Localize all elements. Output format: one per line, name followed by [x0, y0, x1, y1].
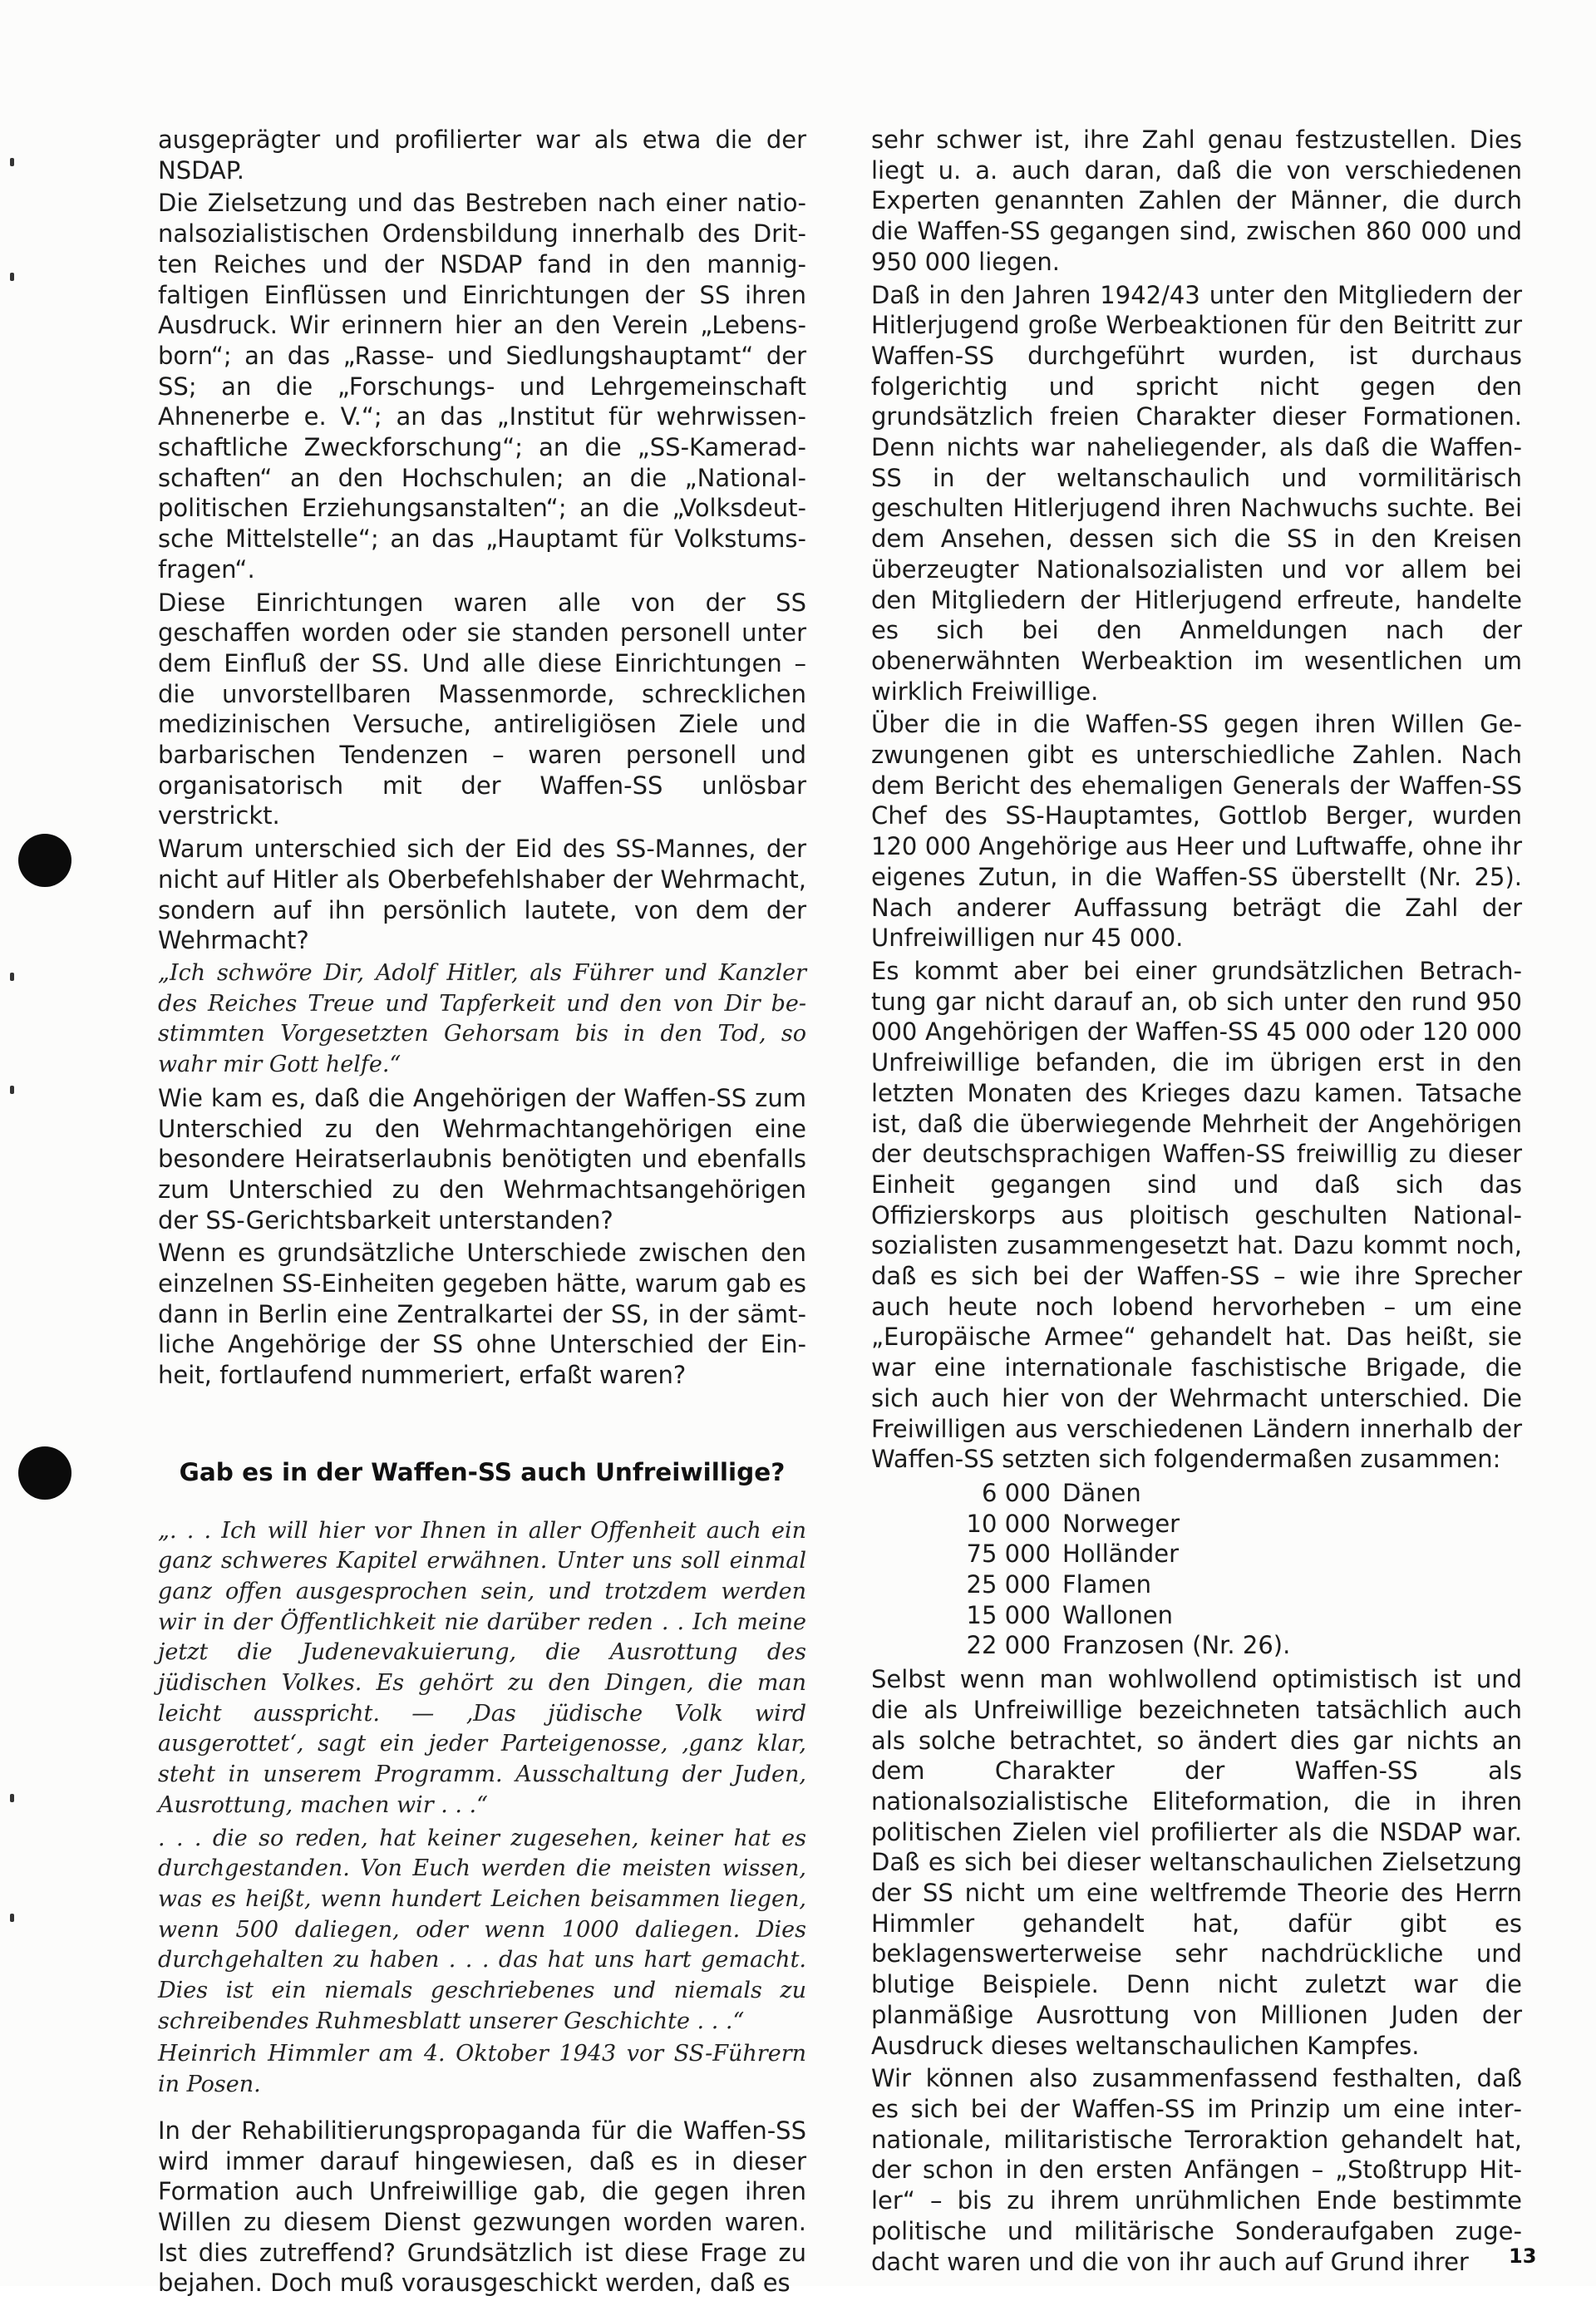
list-item [871, 1600, 1522, 1631]
list-item [871, 1569, 1522, 1600]
paragraph: Daß in den Jahren 1942/43 unter den Mitgliedern der Hitlerjugend große Werbeaktionen für den Beitritt zur Waffen-SS durchgeführt wurden, ist durchaus folgerichtig und spricht nicht gegen den grundsätzlich freien Charakter dieser Formationen. Denn nichts war naheliegender, als daß die Waffen-SS in der weltanschaulich und vormilitärisch geschulten Hitlerjugend ihren Nachwuchs suchte. Bei dem Ansehen, dessen sich die SS in den Kreisen überzeugter Nationalsozialisten und vor allem bei den Mitgliedern der Hitlerjugend erfreute, handelte es sich bei den Anmeldungen nach der obenerwähnten Werbeaktion im wesentlichen um wirklich Freiwillige. [871, 280, 1522, 706]
volunteer-list [871, 1478, 1522, 1661]
list-item [871, 1539, 1522, 1569]
margin-mark [10, 1914, 14, 1922]
volunteer-nationality: Holländer [1062, 1540, 1179, 1569]
volunteer-nationality: Norweger [1062, 1509, 1180, 1538]
volunteer-count: 75 000 [966, 1540, 1051, 1569]
volunteer-count: 10 000 [966, 1509, 1051, 1538]
paragraph: Warum unterschied sich der Eid des SS-Mannes, der nicht auf Hitler als Oberbefehlshaber der Wehrmacht, sondern auf ihn persönlich lautete, von dem der Wehrmacht? [158, 835, 806, 955]
margin-mark [10, 158, 14, 166]
volunteer-nationality: Dänen [1062, 1478, 1141, 1507]
list-item [871, 1509, 1522, 1540]
margin-mark [10, 273, 14, 281]
volunteer-count: 15 000 [966, 1600, 1051, 1629]
volunteer-count: 25 000 [966, 1570, 1051, 1599]
punch-hole-top [18, 834, 71, 887]
margin-mark [10, 1086, 14, 1094]
paragraph: ausgeprägter und profilierter war als etwa die der NSDAP. [158, 126, 806, 185]
paragraph: Wenn es grundsätzliche Unterschiede zwischen den einzelnen SS-Einheiten gegeben hätte, warum gab es dann in Berlin eine Zentralkartei der SS, in der sämtliche Angehörige der SS ohne Unterschied der Einheit, fortlaufend nummeriert, erfaßt waren? [158, 1239, 806, 1390]
paragraph: Die Zielsetzung und das Bestreben nach einer nationalsozialistischen Ordensbildung innerhalb des Dritten Reiches und der NSDAP fand in den mannigfaltigen Einflüssen und Einrichtungen der SS ihren Ausdruck. Wir erinnern hier an den Verein „Lebensborn“; an das „Rasse- und Siedlungshauptamt“ der SS; an die „Forschungs- und Lehrgemeinschaft Ahnenerbe e. V.“; an das „Institut für wehrwissenschaftliche Zweckforschung“; an die „SS-Kameradschaften“ an den Hochschulen; an die „Nationalpolitischen Erziehungsanstalten“; an die „Volksdeutsche Mittelstelle“; an das „Hauptamt für Volkstumsfragen“. [158, 189, 806, 584]
paragraph: In der Rehabilitierungspropaganda für die Waffen-SS wird immer darauf hingewiesen, daß es in dieser Formation auch Unfreiwillige gab, die gegen ihren Willen zu diesem Dienst gezwungen worden waren. Ist dies zutreffend? Grundsätzlich ist diese Frage zu bejahen. Doch muß vorausgeschickt werden, daß es [158, 2116, 806, 2298]
himmler-quote-part-1: „. . . Ich will hier vor Ihnen in aller Offenheit auch ein ganz schweres Kapitel erwähnen. Unter uns soll einmal ganz offen ausgesprochen sein, und trotzdem werden wir in der Öffentlichkeit nie darüber reden . . Ich meine jetzt die Judenevakuierung, die Ausrottung des jüdischen Volkes. Es gehört zu den Dingen, die man leicht ausspricht. — ‚Das jüdische Volk wird ausgerottet‘, sagt ein jeder Parteigenosse, ‚ganz klar, steht in unserem Programm. Ausschaltung der Juden, Ausrottung, machen wir . . .“ [158, 1517, 806, 1818]
volunteer-nationality: Flamen [1062, 1570, 1151, 1599]
paragraph: Wir können also zusammenfassend festhalten, daß es sich bei der Waffen-SS im Prinzip um eine internationale, militaristische Terroraktion gehandelt hat, der schon in den ersten Anfängen – „Stoßtrupp Hitler“ – bis zu ihrem unrühmlichen Ende bestimmte politische und militärische Sonderaufgaben zugedacht waren und die von ihr auch auf Grund ihrer [871, 2064, 1522, 2276]
volunteer-nationality: Franzosen (Nr. 26). [1062, 1631, 1291, 1660]
list-item [871, 1630, 1522, 1661]
paragraph: Wie kam es, daß die Angehörigen der Waffen-SS zum Unterschied zu den Wehrmachtangehörigen eine besondere Heiratserlaubnis benötigten und ebenfalls zum Unterschied zu den Wehrmachtsangehörigen der SS-Gerichtsbarkeit unterstanden? [158, 1083, 806, 1234]
paragraph: Selbst wenn man wohlwollend optimistisch ist und die als Unfreiwillige bezeichneten tatsächlich auch als solche betrachtet, so ändert dies gar nichts an dem Charakter der Waffen-SS als nationalsozialistische Eliteformation, die in ihren politischen Zielen viel profilierter als die NSDAP war. Daß es sich bei dieser weltanschaulichen Zielsetzung der SS nicht um eine weltfremde Theorie des Herrn Himmler gehandelt hat, dafür gibt es beklagenswerterweise sehr nachdrückliche und blutige Beispiele. Denn nicht zuletzt war die planmäßige Ausrottung von Millionen Juden der Ausdruck dieses weltanschaulichen Kampfes. [871, 1665, 1522, 2060]
quote-source: Heinrich Himmler am 4. Oktober 1943 vor SS-Führern in Posen. [158, 2041, 806, 2098]
volunteer-nationality: Wallonen [1062, 1600, 1174, 1629]
paragraph: Über die in die Waffen-SS gegen ihren Willen Gezwungenen gibt es unterschiedliche Zahlen. Nach dem Bericht des ehemaligen Generals der Waffen-SS Chef des SS-Hauptamtes, Gottlob Berger, wurden 120 000 Angehörige aus Heer und Luftwaffe, ohne ihr eigenes Zutun, in die Waffen-SS überstellt (Nr. 25). Nach anderer Auffassung beträgt die Zahl der Unfreiwilligen nur 45 000. [871, 710, 1522, 953]
paragraph: sehr schwer ist, ihre Zahl genau festzustellen. Dies liegt u. a. auch daran, daß die von verschiedenen Experten genannten Zahlen der Männer, die durch die Waffen-SS gegangen sind, zwischen 860 000 und 950 000 liegen. [871, 126, 1522, 276]
page-number: 13 [1509, 2244, 1537, 2268]
volunteer-count: 22 000 [966, 1631, 1051, 1660]
list-item [871, 1478, 1522, 1509]
right-column [871, 125, 1522, 2279]
punch-hole-bottom [18, 1446, 71, 1500]
section-heading: Gab es in der Waffen-SS auch Unfreiwillige? [179, 1457, 786, 1486]
left-column [158, 125, 806, 2301]
volunteer-count: 6 000 [981, 1478, 1051, 1507]
paragraph: Diese Einrichtungen waren alle von der SS geschaffen worden oder sie standen personell unter dem Einfluß der SS. Und alle diese Einrichtungen – die unvorstellbaren Massenmorde, schrecklichen medizinischen Versuche, antireligiösen Ziele und barbarischen Tendenzen – waren personell und organisatorisch mit der Waffen-SS unlösbar verstrickt. [158, 588, 806, 830]
oath-quote: „Ich schwöre Dir, Adolf Hitler, als Führer und Kanzler des Reiches Treue und Tapferkeit und den von Dir bestimmten Vorgesetzten Gehorsam bis in den Tod, so wahr mir Gott helfe.“ [158, 959, 806, 1078]
himmler-quote-part-2: . . . die so reden, hat keiner zugesehen, keiner hat es durchgestanden. Von Euch werden die meisten wissen, was es heißt, wenn hundert Leichen beisammen liegen, wenn 500 daliegen, oder wenn 1000 daliegen. Dies durchgehalten zu haben . . . das hat uns hart gemacht. Dies ist ein niemals geschriebenes und niemals zu schreibendes Ruhmesblatt unserer Geschichte . . .“ [158, 1825, 806, 2034]
margin-mark [10, 1794, 14, 1802]
paragraph: Es kommt aber bei einer grundsätzlichen Betrachtung gar nicht darauf an, ob sich unter den rund 950 000 Angehörigen der Waffen-SS 45 000 oder 120 000 Unfreiwillige befanden, die im übrigen erst in den letzten Monaten des Krieges dazu kamen. Tatsache ist, daß die überwiegende Mehrheit der Angehörigen der deutschsprachigen Waffen-SS freiwillig zu dieser Einheit gegangen sind und daß sich das Offizierskorps aus ploitisch geschulten Nationalsozialisten zusammengesetzt hat. Dazu kommt noch, daß es sich bei der Waffen-SS – wie ihre Sprecher auch heute noch lobend hervorheben – um eine „Europäische Armee“ gehandelt hat. Das heißt, sie war eine internationale faschistische Brigade, die sich auch hier von der Wehrmacht unterschied. Die Freiwilligen aus verschiedenen Ländern innerhalb der Waffen-SS setzten sich folgendermaßen zusammen: [871, 956, 1522, 1474]
margin-mark [10, 973, 14, 981]
